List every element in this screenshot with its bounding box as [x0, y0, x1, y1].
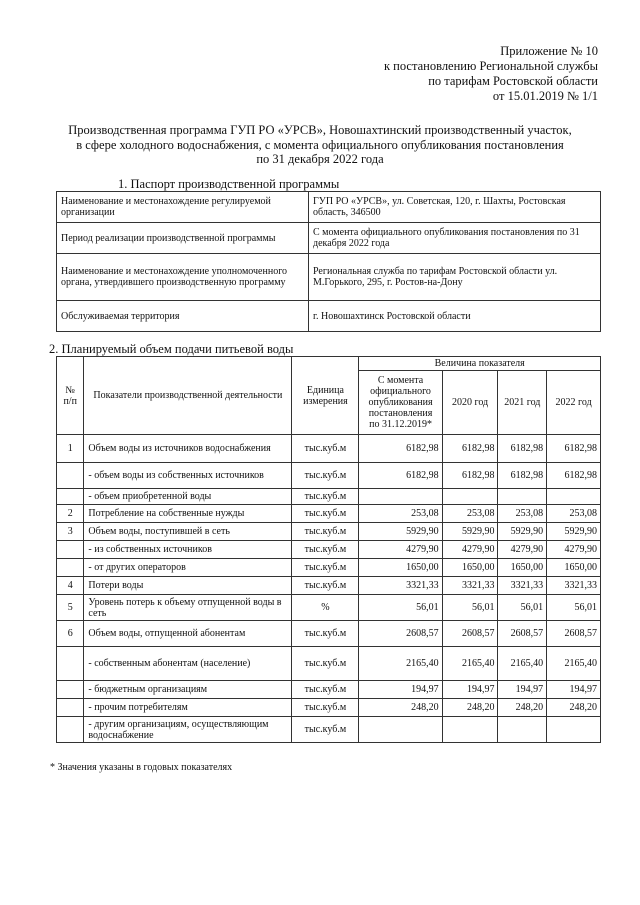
section-2-heading: 2. Планируемый объем подачи питьевой воды — [49, 342, 294, 356]
table-row — [57, 595, 601, 621]
footnote: * Значения указаны в годовых показателях — [50, 762, 233, 773]
volume-table — [56, 356, 601, 743]
title-line-3: по 31 декабря 2022 года — [256, 152, 384, 166]
appendix-line-3: по тарифам Ростовской области — [428, 74, 598, 88]
passport-table — [56, 191, 601, 332]
row-value-2022: 6182,98 — [547, 463, 601, 489]
row-unit: тыс.куб.м — [292, 505, 359, 523]
row-value-period: 194,97 — [359, 681, 442, 699]
passport-label: Наименование и местонахождение уполномоченного органа, утвердившего производственную программу — [57, 254, 309, 301]
row-name: Уровень потерь к объему отпущенной воды в сеть — [84, 595, 292, 621]
row-value-2021 — [498, 489, 547, 505]
row-num: 3 — [57, 523, 84, 541]
row-value-2021: 248,20 — [498, 699, 547, 717]
table-row — [57, 254, 601, 301]
row-value-period: 2165,40 — [359, 647, 442, 681]
row-value-2020 — [442, 489, 498, 505]
row-value-2021: 253,08 — [498, 505, 547, 523]
row-num: 2 — [57, 505, 84, 523]
table-row — [57, 523, 601, 541]
table-row — [57, 681, 601, 699]
row-value-2020: 1650,00 — [442, 559, 498, 577]
header-2022: 2022 год — [547, 371, 601, 435]
row-value-2021: 6182,98 — [498, 463, 547, 489]
row-value-2022: 56,01 — [547, 595, 601, 621]
volume-body — [57, 435, 601, 743]
row-value-period — [359, 717, 442, 743]
row-value-2022: 248,20 — [547, 699, 601, 717]
passport-value: С момента официального опубликования постановления по 31 декабря 2022 года — [309, 223, 601, 254]
row-value-2020: 3321,33 — [442, 577, 498, 595]
row-name: - прочим потребителям — [84, 699, 292, 717]
row-value-2021 — [498, 717, 547, 743]
table-row — [57, 192, 601, 223]
appendix-line-1: Приложение № 10 — [500, 44, 598, 58]
row-value-period: 248,20 — [359, 699, 442, 717]
row-name: Объем воды, поступившей в сеть — [84, 523, 292, 541]
row-unit: тыс.куб.м — [292, 717, 359, 743]
title-line-1: Производственная программа ГУП РО «УРСВ», Новошахтинский производственный участок, — [68, 123, 572, 137]
row-value-2020: 2608,57 — [442, 621, 498, 647]
row-name: - объем воды из собственных источников — [84, 463, 292, 489]
row-num — [57, 489, 84, 505]
section-1-heading: 1. Паспорт производственной программы — [118, 177, 340, 191]
table-row — [57, 621, 601, 647]
row-num — [57, 699, 84, 717]
row-value-2021: 1650,00 — [498, 559, 547, 577]
table-row — [57, 541, 601, 559]
row-unit: тыс.куб.м — [292, 435, 359, 463]
row-value-2022: 194,97 — [547, 681, 601, 699]
row-unit: % — [292, 595, 359, 621]
table-row — [57, 505, 601, 523]
table-row — [57, 223, 601, 254]
row-value-2021: 2165,40 — [498, 647, 547, 681]
row-name: - бюджетным организациям — [84, 681, 292, 699]
row-value-2021: 5929,90 — [498, 523, 547, 541]
passport-label: Период реализации производственной программы — [57, 223, 309, 254]
row-value-2021: 6182,98 — [498, 435, 547, 463]
row-value-2021: 3321,33 — [498, 577, 547, 595]
row-value-2020: 56,01 — [442, 595, 498, 621]
row-value-period: 4279,90 — [359, 541, 442, 559]
header-period: С момента официального опубликования постановления по 31.12.2019* — [359, 371, 442, 435]
row-value-period — [359, 489, 442, 505]
row-value-2020: 194,97 — [442, 681, 498, 699]
row-value-2020: 253,08 — [442, 505, 498, 523]
row-num: 1 — [57, 435, 84, 463]
header-2021: 2021 год — [498, 371, 547, 435]
row-num — [57, 717, 84, 743]
table-row — [57, 463, 601, 489]
row-value-2021: 4279,90 — [498, 541, 547, 559]
row-value-2022: 5929,90 — [547, 523, 601, 541]
row-value-period: 5929,90 — [359, 523, 442, 541]
row-unit: тыс.куб.м — [292, 647, 359, 681]
row-value-2022: 6182,98 — [547, 435, 601, 463]
row-value-2020 — [442, 717, 498, 743]
row-value-2020: 2165,40 — [442, 647, 498, 681]
row-num — [57, 647, 84, 681]
row-value-2021: 194,97 — [498, 681, 547, 699]
passport-value: Региональная служба по тарифам Ростовской области ул. М.Горького, 295, г. Ростов-на-Дону — [309, 254, 601, 301]
row-unit: тыс.куб.м — [292, 699, 359, 717]
header-2020: 2020 год — [442, 371, 498, 435]
table-row — [57, 489, 601, 505]
appendix-line-4: от 15.01.2019 № 1/1 — [492, 89, 598, 103]
row-unit: тыс.куб.м — [292, 681, 359, 699]
table-row — [57, 301, 601, 332]
row-value-2022: 1650,00 — [547, 559, 601, 577]
row-num — [57, 463, 84, 489]
row-value-2022 — [547, 717, 601, 743]
header-row — [57, 357, 601, 371]
row-unit: тыс.куб.м — [292, 577, 359, 595]
appendix-line-2: к постановлению Региональной службы — [383, 59, 598, 73]
row-unit: тыс.куб.м — [292, 463, 359, 489]
row-name: - из собственных источников — [84, 541, 292, 559]
table-row — [57, 435, 601, 463]
header-num: № п/п — [57, 357, 84, 435]
table-row — [57, 559, 601, 577]
row-name: Объем воды, отпущенной абонентам — [84, 621, 292, 647]
document-title — [40, 123, 600, 167]
header-unit: Единица измерения — [292, 357, 359, 435]
row-value-2021: 56,01 — [498, 595, 547, 621]
passport-label: Наименование и местонахождение регулируемой организации — [57, 192, 309, 223]
row-num — [57, 559, 84, 577]
row-value-2022 — [547, 489, 601, 505]
row-value-2022: 2608,57 — [547, 621, 601, 647]
passport-label: Обслуживаемая территория — [57, 301, 309, 332]
row-name: Потребление на собственные нужды — [84, 505, 292, 523]
row-value-2022: 3321,33 — [547, 577, 601, 595]
passport-value: г. Новошахтинск Ростовской области — [309, 301, 601, 332]
row-num — [57, 681, 84, 699]
row-unit: тыс.куб.м — [292, 621, 359, 647]
row-value-2020: 6182,98 — [442, 435, 498, 463]
table-row — [57, 647, 601, 681]
header-indicator: Показатели производственной деятельности — [84, 357, 292, 435]
row-value-period: 6182,98 — [359, 463, 442, 489]
row-value-period: 2608,57 — [359, 621, 442, 647]
row-num: 6 — [57, 621, 84, 647]
row-value-2020: 4279,90 — [442, 541, 498, 559]
row-unit: тыс.куб.м — [292, 489, 359, 505]
row-value-2022: 4279,90 — [547, 541, 601, 559]
row-value-2020: 6182,98 — [442, 463, 498, 489]
row-num — [57, 541, 84, 559]
row-value-period: 1650,00 — [359, 559, 442, 577]
title-line-2: в сфере холодного водоснабжения, с момента официального опубликования постановления — [76, 137, 564, 152]
row-unit: тыс.куб.м — [292, 559, 359, 577]
row-unit: тыс.куб.м — [292, 523, 359, 541]
row-unit: тыс.куб.м — [292, 541, 359, 559]
row-value-2022: 253,08 — [547, 505, 601, 523]
row-name: - собственным абонентам (население) — [84, 647, 292, 681]
row-value-period: 6182,98 — [359, 435, 442, 463]
table-row — [57, 717, 601, 743]
row-name: - от других операторов — [84, 559, 292, 577]
row-name: Объем воды из источников водоснабжения — [84, 435, 292, 463]
row-num: 4 — [57, 577, 84, 595]
row-name: - другим организациям, осуществляющим водоснабжение — [84, 717, 292, 743]
table-row — [57, 577, 601, 595]
row-value-period: 3321,33 — [359, 577, 442, 595]
row-num: 5 — [57, 595, 84, 621]
row-name: - объем приобретенной воды — [84, 489, 292, 505]
header-group: Величина показателя — [359, 357, 601, 371]
row-value-2020: 5929,90 — [442, 523, 498, 541]
row-value-period: 56,01 — [359, 595, 442, 621]
row-value-2022: 2165,40 — [547, 647, 601, 681]
row-value-2021: 2608,57 — [498, 621, 547, 647]
row-name: Потери воды — [84, 577, 292, 595]
row-value-period: 253,08 — [359, 505, 442, 523]
row-value-2020: 248,20 — [442, 699, 498, 717]
passport-value: ГУП РО «УРСВ», ул. Советская, 120, г. Шахты, Ростовская область, 346500 — [309, 192, 601, 223]
appendix-block — [384, 44, 598, 104]
table-row — [57, 699, 601, 717]
